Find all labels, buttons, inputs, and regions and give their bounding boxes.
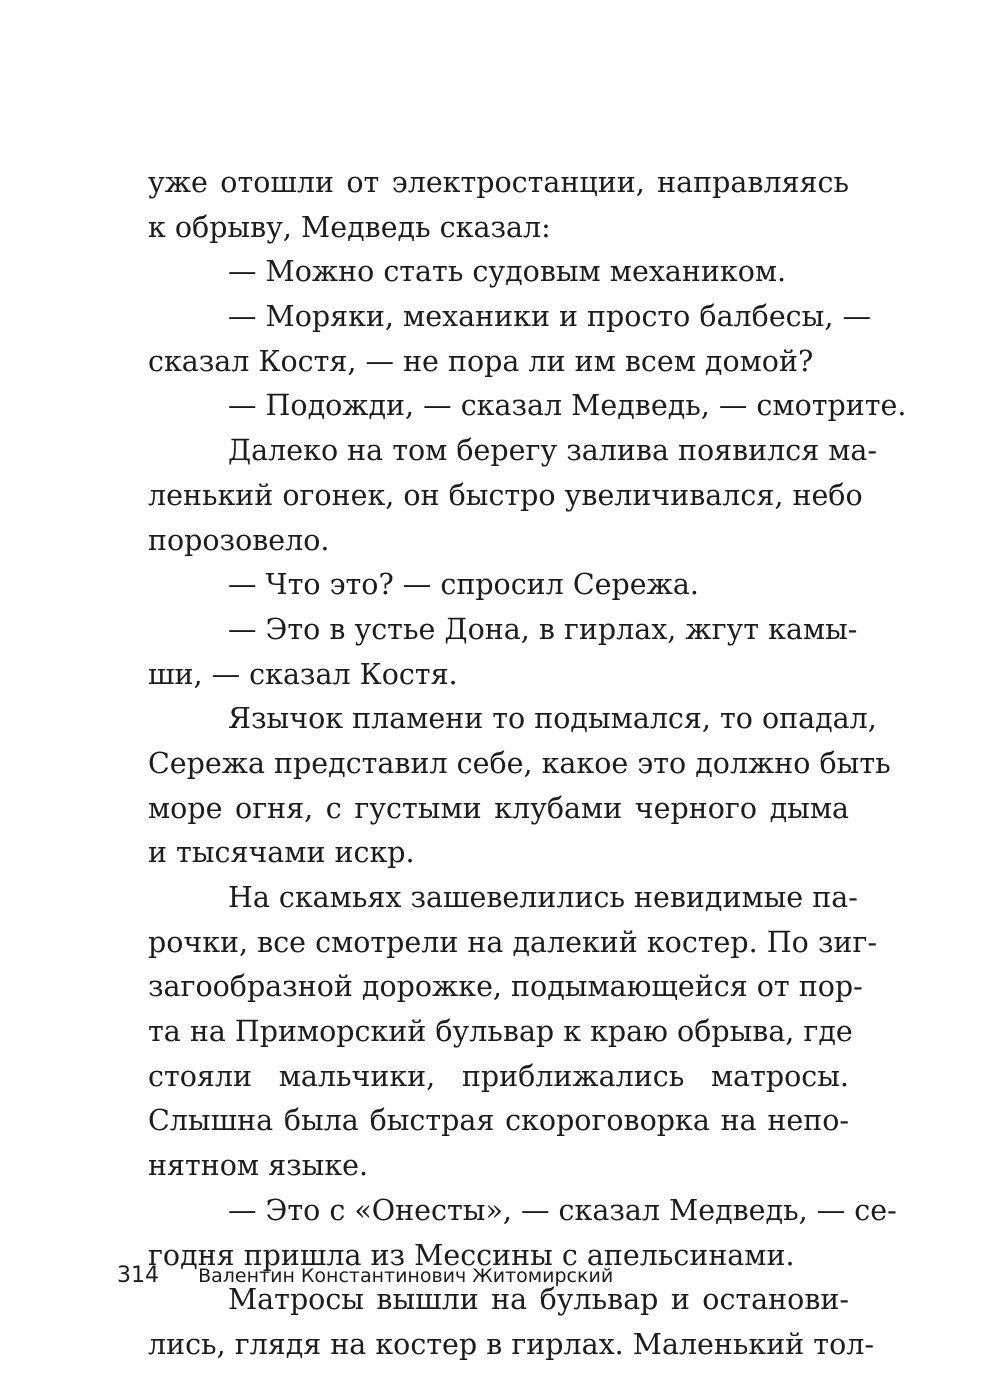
running-title: Валентин Константинович Житомирский — [198, 1265, 614, 1287]
text-line: Сережа представил себе, какое это должно быть — [148, 746, 891, 780]
text-line: годня пришла из Мессины с апельсинами. — [148, 1238, 795, 1272]
text-line: — Что это? — спросил Сережа. — [228, 568, 699, 602]
text-line: — Это в устье Дона, в гирлах, жгут камы- — [228, 612, 858, 646]
text-line: — Это с «Онесты», — сказал Медведь, — се- — [228, 1193, 897, 1227]
text-line: нятном языке. — [148, 1149, 369, 1183]
text-line: лись, глядя на костер в гирлах. Маленький тол- — [148, 1327, 874, 1361]
text-line: Далеко на том берегу залива появился ма- — [228, 434, 878, 468]
text-line: к обрыву, Медведь сказал: — [148, 210, 551, 244]
page-number: 314 — [117, 1263, 159, 1288]
text-line: стояли мальчики, приближались матросы. — [148, 1059, 849, 1093]
text-line: порозовело. — [148, 523, 330, 557]
text-line: ши, — сказал Костя. — [148, 657, 458, 691]
text-line: уже отошли от электростанции, направляясь — [148, 166, 849, 199]
text-line: На скамьях зашевелились невидимые па- — [228, 881, 858, 914]
text-line: Слышна была быстрая скороговорка на непо- — [148, 1104, 849, 1138]
text-line: сказал Костя, — не пора ли им всем домой? — [148, 344, 814, 378]
page-footer — [117, 1263, 613, 1288]
text-line: Матросы вышли на бульвар и останови- — [228, 1283, 849, 1317]
text-line: и тысячами искр. — [148, 836, 415, 870]
body-text — [148, 161, 907, 1368]
text-line: — Можно стать судовым механиком. — [228, 255, 787, 289]
text-line: — Подожди, — сказал Медведь, — смотрите. — [228, 389, 907, 423]
text-line: загообразной дорожке, подымающейся от пор- — [148, 970, 863, 1004]
text-line: море огня, с густыми клубами черного дыма — [148, 791, 849, 825]
text-line: ленький огонек, он быстро увеличивался, небо — [148, 478, 863, 512]
text-line: — Моряки, механики и просто балбесы, — — [228, 300, 871, 334]
text-line: Язычок пламени то подымался, то опадал, — [228, 702, 877, 736]
text-line: рочки, все смотрели на далекий костер. По зиг- — [148, 925, 877, 959]
text-line: та на Приморский бульвар к краю обрыва, где — [148, 1015, 853, 1049]
